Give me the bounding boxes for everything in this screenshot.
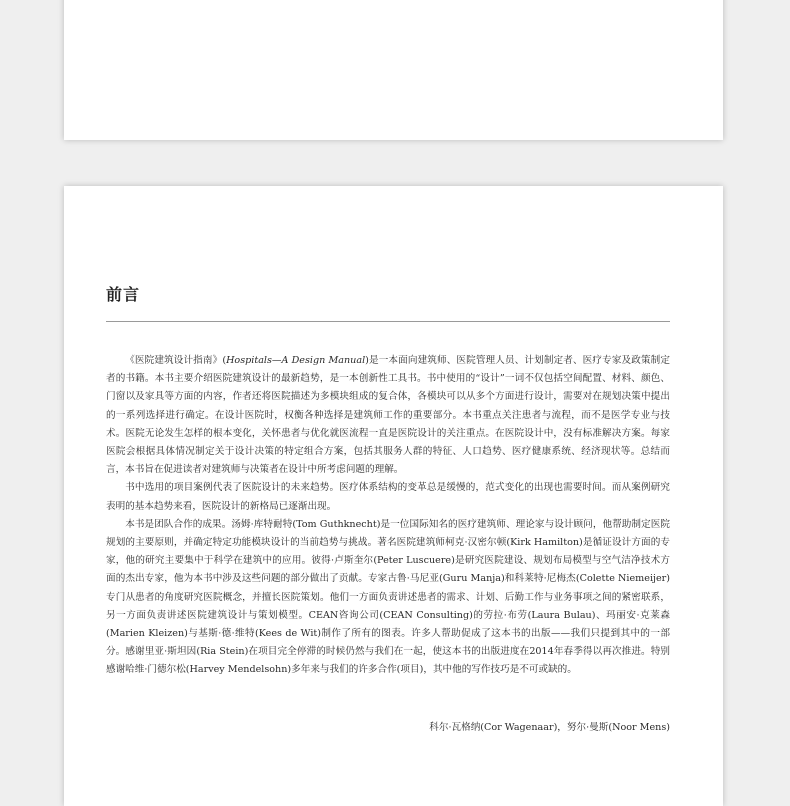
paragraph-text: 《医院建筑设计指南》( bbox=[125, 355, 227, 366]
paragraph: 本书是团队合作的成果。汤姆·库特耐特(Tom Guthknecht)是一位国际知名的医疗建筑师、理论家与设计顾问，他帮助制定医院规划的主要原则，并确定特定功能模块设计的当前趋势与挑战。著名医院建筑师柯克·汉密尔顿(Kirk Hamilton)是循证设计方面的专家，他的研究主要集中于科学在建筑中的应用。彼得·卢斯奎尔(Peter Luscuere)是研究医院建设、规划布局模型与空气洁净技术方面的杰出专家，他为本书中涉及这些问题的部分做出了贡献。专家古鲁·马尼亚(Guru Manja)和科莱特·尼梅杰(Colette Niemeijer)专门从患者的角度研究医院概念，并擅长医院策划。他们一方面负责讲述患者的需求、计划、后勤工作与业务事项之间的紧密联系，另一方面负责讲述医院建筑设计与策划模型。CEAN咨询公司(CEAN Consulting)的劳拉·布劳(Laura Bulau)、玛丽安·克莱森(Marien Kleizen)与基斯·德·维特(Kees de Wit)制作了所有的图表。许多人帮助促成了这本书的出版——我们只提到其中的一部分。感谢里亚·斯坦因(Ria Stein)在项目完全停滞的时候仍然与我们在一起，使这本书的出版进度在2014年春季得以再次推进。特别感谢哈维·门德尔松(Harvey Mendelsohn)多年来与我们的许多合作(项目)，其中他的写作技巧是不可或缺的。 bbox=[106, 518, 670, 676]
paragraph-text: )是一本面向建筑师、医院管理人员、计划制定者、医疗专家及政策制定者的书籍。本书主要介绍医院建筑设计的最新趋势，是一本创新性工具书。书中使用的“设计”一词不仅包括空间配置、材料、颜色、门窗以及家具等方面的内容，作者还将医院描述为多模块组成的复合体，各模块可以从多个方面进行设计，需要对在规划决策中提出的一系列选择进行确定。在设计医院时，权衡各种选择是建筑师工作的重要部分。本书重点关注患者与流程，而不是医学专业与技术。医院无论发生怎样的根本变化，关怀患者与优化就医流程一直是医院设计的关注重点。在医院设计中，没有标准解决方案。每家医院会根据具体情况制定关于设计决策的特定组合方案，包括其服务人群的特征、人口趋势、医疗健康系统、经济现状等。总结而言，本书旨在促进读者对建筑师与决策者在设计中所考虑问题的理解。 bbox=[106, 355, 670, 476]
paragraph: 书中选用的项目案例代表了医院设计的未来趋势。医疗体系结构的变革总是缓慢的，范式变化的出现也需要时间。而从案例研究表明的基本趋势来看，医院设计的新格局已逐渐出现。 bbox=[106, 482, 670, 512]
body-text bbox=[106, 352, 670, 680]
author-signature: 科尔·瓦格纳(Cor Wagenaar)，努尔·曼斯(Noor Mens) bbox=[429, 722, 670, 733]
document-page bbox=[64, 186, 723, 806]
previous-page bbox=[64, 0, 723, 140]
title-divider bbox=[106, 321, 670, 322]
page-title: 前言 bbox=[106, 285, 141, 304]
paragraph bbox=[106, 352, 670, 479]
book-title-italic: Hospitals—A Design Manual bbox=[226, 355, 366, 366]
